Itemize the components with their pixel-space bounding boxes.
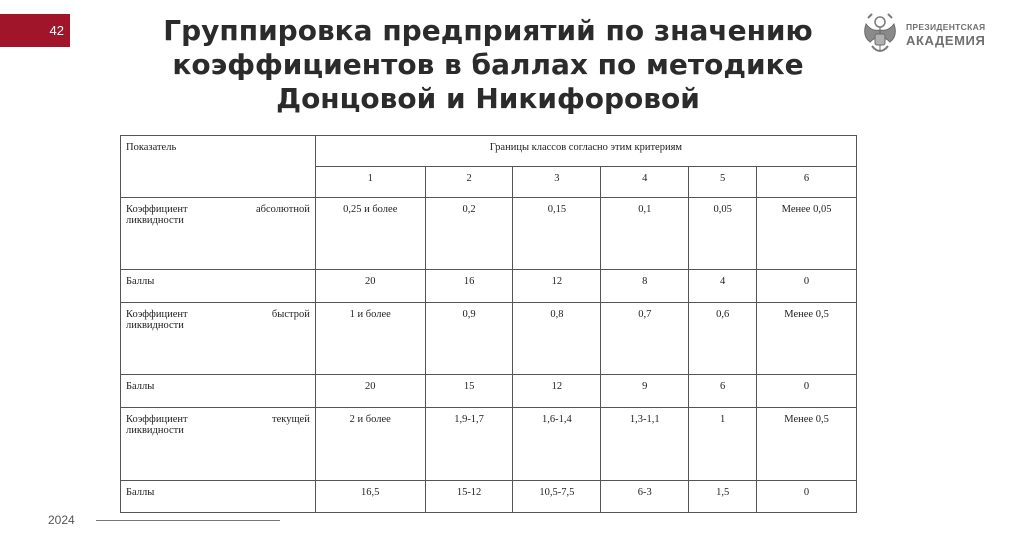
class-number: 1: [315, 167, 425, 198]
header-group-cell: [315, 136, 856, 167]
class-number: 5: [689, 167, 757, 198]
table-cell: 6: [689, 375, 757, 408]
class-number: 6: [757, 167, 857, 198]
table-cell: 4: [689, 270, 757, 303]
table-cell: 0,2: [425, 198, 513, 270]
row-label: [121, 198, 316, 270]
footer-year: 2024: [48, 513, 75, 527]
table-cell: 20: [315, 375, 425, 408]
footer-divider: [96, 520, 280, 521]
table-cell: 0,05: [689, 198, 757, 270]
row-label-word: текущей: [272, 414, 310, 425]
table-cell: 0: [757, 375, 857, 408]
table-cell: 0,8: [513, 303, 601, 375]
row-label: [121, 303, 316, 375]
table-cell: 12: [513, 270, 601, 303]
title-line: Группировка предприятий по значению: [163, 14, 813, 47]
row-label: Баллы: [121, 375, 316, 408]
row-label-word: ликвидности: [126, 320, 184, 331]
title-line: коэффициентов в баллах по методике: [172, 48, 804, 81]
table-cell: 0,25 и более: [315, 198, 425, 270]
table-cell: 0,7: [601, 303, 689, 375]
table-header-row: [121, 136, 857, 167]
header-group-label: Границы классов согласно этим критериям: [489, 142, 683, 153]
row-label: [121, 408, 316, 481]
table-cell: 16: [425, 270, 513, 303]
table-cell: 1,6-1,4: [513, 408, 601, 481]
table-cell: 9: [601, 375, 689, 408]
table-cell: 1,9-1,7: [425, 408, 513, 481]
row-label: Баллы: [121, 270, 316, 303]
logo-line-2: АКАДЕМИЯ: [906, 33, 986, 48]
class-number: 2: [425, 167, 513, 198]
row-label-word: быстрой: [271, 309, 310, 320]
table-cell: 1,3-1,1: [601, 408, 689, 481]
header-indicator-cell: [121, 136, 316, 198]
table-cell: 0,6: [689, 303, 757, 375]
page-number: 42: [49, 23, 64, 38]
page-number-badge: [0, 14, 70, 47]
table-cell: 15-12: [425, 481, 513, 513]
row-label-word: абсолютной: [256, 204, 310, 215]
table-cell: Менее 0,05: [757, 198, 857, 270]
table-cell: 0,9: [425, 303, 513, 375]
table-cell: 20: [315, 270, 425, 303]
logo-text: [906, 22, 985, 48]
class-number: 4: [601, 167, 689, 198]
row-label: Баллы: [121, 481, 316, 513]
table-cell: 16,5: [315, 481, 425, 513]
table-cell: 0: [757, 481, 857, 513]
row-label-word: Коэффициент: [126, 414, 188, 425]
classification-table: [120, 135, 857, 513]
table-row: [121, 198, 857, 270]
table-cell: 1 и более: [315, 303, 425, 375]
table-cell: Менее 0,5: [757, 408, 857, 481]
class-number: 3: [513, 167, 601, 198]
table-row: [121, 270, 857, 303]
row-label-word: ликвидности: [126, 215, 184, 226]
table-cell: 2 и более: [315, 408, 425, 481]
table-cell: Менее 0,5: [757, 303, 857, 375]
table-cell: 10,5-7,5: [513, 481, 601, 513]
row-label-word: ликвидности: [126, 425, 184, 436]
row-label-word: Коэффициент: [126, 204, 188, 215]
table-row: [121, 481, 857, 513]
table-cell: 15: [425, 375, 513, 408]
table-cell: 8: [601, 270, 689, 303]
table-cell: 1: [689, 408, 757, 481]
slide-title: [118, 14, 858, 116]
academy-logo: [858, 10, 988, 62]
header-indicator-label: Показатель: [126, 142, 177, 153]
logo-line-1: ПРЕЗИДЕНТСКАЯ: [906, 22, 986, 32]
table-cell: 0: [757, 270, 857, 303]
eagle-emblem-icon: [858, 10, 902, 60]
table-row: [121, 303, 857, 375]
table-cell: 0,1: [601, 198, 689, 270]
title-line: Донцовой и Никифоровой: [276, 82, 700, 115]
table-cell: 6-3: [601, 481, 689, 513]
table-row: [121, 408, 857, 481]
table-cell: 0,15: [513, 198, 601, 270]
row-label-word: Коэффициент: [126, 309, 188, 320]
table-row: [121, 375, 857, 408]
table-cell: 1,5: [689, 481, 757, 513]
table-cell: 12: [513, 375, 601, 408]
